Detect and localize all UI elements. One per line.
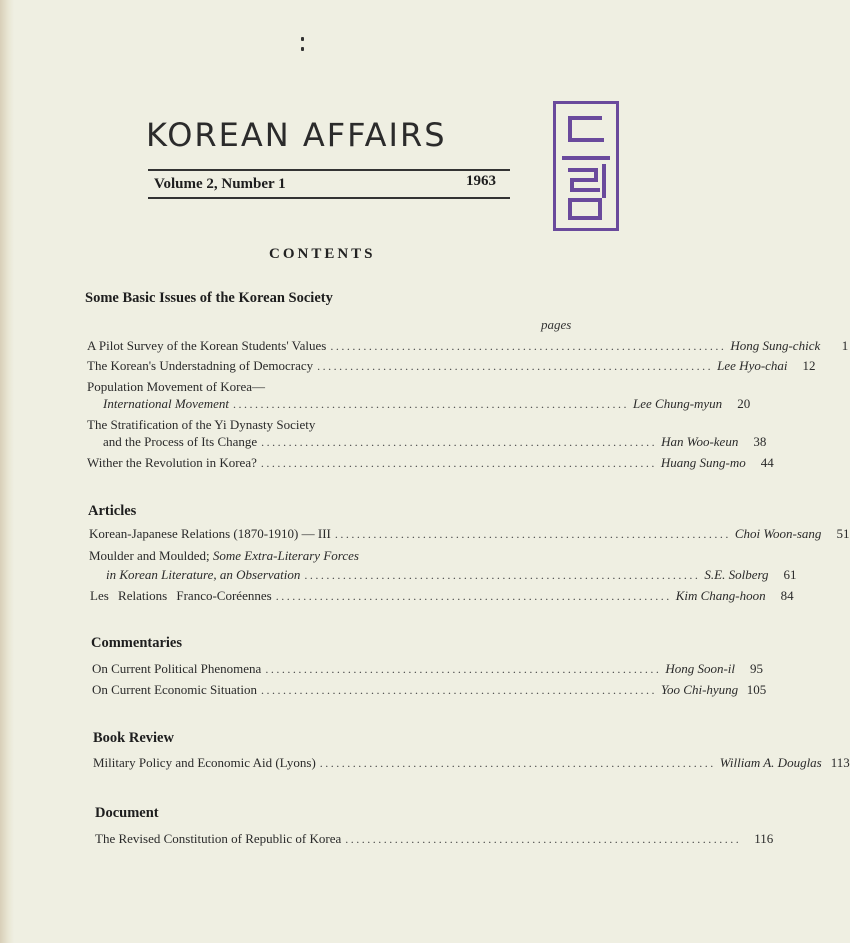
entry-title: On Current Economic Situation xyxy=(92,682,258,697)
entry-page: 84 xyxy=(780,588,794,603)
entry-page: 20 xyxy=(737,396,751,411)
entry-page: 12 xyxy=(802,358,816,373)
stamp-glyph-icon xyxy=(556,104,616,228)
contents-heading: CONTENTS xyxy=(269,246,376,262)
entry-author: Yoo Chi-hyung xyxy=(661,682,739,697)
entry-page: 105 xyxy=(746,682,767,697)
entry-author: Han Woo-keun xyxy=(661,434,739,449)
toc-entry xyxy=(103,434,767,452)
entry-page: 44 xyxy=(760,455,774,470)
entry-page: 51 xyxy=(836,526,850,541)
leader-dots: ........................................................................ xyxy=(319,756,716,770)
entry-title: Wither the Revolution in Korea? xyxy=(87,455,257,470)
printer-mark xyxy=(301,47,304,51)
entry-author: Lee Hyo-chai xyxy=(717,358,788,373)
entry-title-part: Moulder and Moulded; xyxy=(89,548,213,563)
entry-page: 61 xyxy=(783,567,797,582)
pages-label: pages xyxy=(541,317,572,332)
entry-page: 116 xyxy=(754,831,774,846)
entry-title: The Revised Constitution of Republic of Korea xyxy=(95,831,342,846)
volume-number: Volume 2, Number 1 xyxy=(154,176,286,192)
leader-dots: ........................................................................ xyxy=(261,435,658,449)
section-heading-articles: Articles xyxy=(88,503,137,519)
toc-entry xyxy=(92,682,767,700)
toc-entry xyxy=(90,588,794,606)
entry-page: 1 xyxy=(841,338,849,353)
leader-dots: ........................................................................ xyxy=(330,339,727,353)
page-edge-shadow xyxy=(0,0,14,943)
entry-page: 38 xyxy=(753,434,767,449)
section-heading-book-review: Book Review xyxy=(93,730,174,746)
entry-title: Les Relations Franco-Coréennes xyxy=(90,588,272,603)
journal-title: KOREAN AFFAIRS xyxy=(146,116,447,154)
toc-entry xyxy=(103,396,751,414)
leader-dots: ........................................................................ xyxy=(304,568,701,582)
entry-title: and the Process of Its Change xyxy=(103,434,258,449)
entry-author: Hong Sung-chick xyxy=(730,338,821,353)
entry-title: A Pilot Survey of the Korean Students' Values xyxy=(87,338,327,353)
entry-author: Kim Chang-hoon xyxy=(675,588,766,603)
entry-title: Military Policy and Economic Aid (Lyons) xyxy=(93,755,316,770)
entry-author: S.E. Solberg xyxy=(704,567,769,582)
printer-mark xyxy=(301,37,304,41)
toc-entry xyxy=(92,661,764,679)
title-rule-bottom xyxy=(148,197,510,199)
entry-title: in Korean Literature, an Observation xyxy=(106,567,301,582)
section-heading-commentaries: Commentaries xyxy=(91,635,183,651)
toc-entry xyxy=(87,358,816,376)
leader-dots: ........................................................................ xyxy=(275,589,672,603)
entry-title: On Current Political Phenomena xyxy=(92,661,262,676)
toc-entry xyxy=(87,338,849,356)
entry-title: Korean-Japanese Relations (1870-1910) — III xyxy=(89,526,331,541)
toc-entry xyxy=(106,567,797,585)
leader-dots: ........................................................................ xyxy=(265,662,662,676)
section-heading-document: Document xyxy=(95,805,159,821)
entry-author: William A. Douglas xyxy=(719,755,822,770)
entry-title-line1: Population Movement of Korea— xyxy=(87,379,265,394)
entry-title: The Korean's Understadning of Democracy xyxy=(87,358,314,373)
stamp-seal xyxy=(553,101,619,231)
leader-dots: ........................................................................ xyxy=(261,683,658,697)
entry-title-line1: The Stratification of the Yi Dynasty Society xyxy=(87,417,316,432)
toc-entry xyxy=(89,526,850,544)
leader-dots: ........................................................................ xyxy=(233,397,629,411)
section-heading-basic-issues: Some Basic Issues of the Korean Society xyxy=(85,290,333,306)
leader-dots: ........................................................................ xyxy=(334,527,731,541)
toc-entry xyxy=(95,831,774,849)
title-rule-top xyxy=(148,169,510,171)
entry-title: International Movement xyxy=(103,396,229,411)
leader-dots: ........................................................................ xyxy=(260,456,657,470)
entry-author: Huang Sung-mo xyxy=(660,455,746,470)
entry-author: Hong Soon-il xyxy=(665,661,736,676)
toc-entry xyxy=(93,755,850,773)
entry-page: 95 xyxy=(750,661,764,676)
entry-page: 113 xyxy=(830,755,850,770)
entry-author: Lee Chung-myun xyxy=(633,396,723,411)
toc-entry xyxy=(87,455,774,473)
entry-title-line1 xyxy=(89,548,359,564)
leader-dots: ........................................................................ xyxy=(345,832,742,846)
leader-dots: ........................................................................ xyxy=(317,359,714,373)
entry-author: Choi Woon-sang xyxy=(734,526,822,541)
entry-title-part-italic: Some Extra-Literary Forces xyxy=(212,548,359,563)
issue-year: 1963 xyxy=(466,173,496,189)
